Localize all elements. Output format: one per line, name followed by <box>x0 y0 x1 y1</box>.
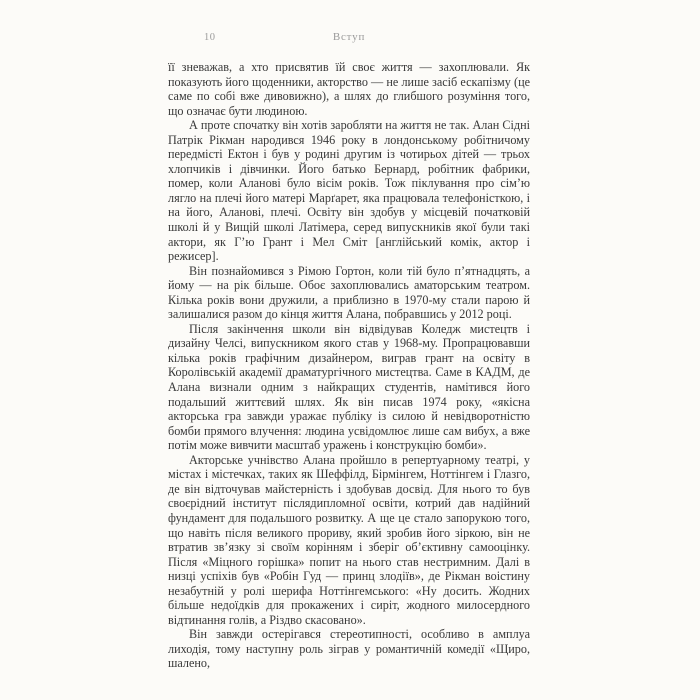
page-number: 10 <box>204 32 216 43</box>
paragraph: Після закінчення школи він відвідував Коледж мистецтв і дизайну Челсі, випускником якого став у 1968-му. Пропрацювавши кілька років графічним дизайнером, виграв грант на освіту в Королівській академії драматургічного мистецтва. Саме в КАДМ, де Алана визнали одним з найкращих студентів, намітився його подальший життєвий шлях. Як він писав 1974 року, «якісна акторська гра завжди уражає публіку із силою й невідворотністю бомби прямого влучення: людина усвідомлює лише сам вибух, а вже потім може вивчити масштаб уражень і конструкцію бомби». <box>168 321 530 453</box>
paragraph: Він познайомився з Рімою Гортон, коли тій було п’ятнадцять, а йому — на рік більше. Обоє захоплювались аматорським театром. Кілька років вони дружили, а приблизно в 1970-му стали парою й залишалися разом до кінця життя Алана, побравшись у 2012 році. <box>168 263 530 322</box>
running-head-title: Вступ <box>332 31 366 43</box>
body-text <box>168 60 530 671</box>
paragraph: Акторське учнівство Алана пройшло в репертуарному театрі, у містах і містечках, таких як Шеффілд, Бірмінгем, Ноттінгем і Глазго, де він відточував майстерність і здобував досвід. Для нього то був своєрідний інститут післядипломної освіти, котрий дав надійний фундамент для подальшого розвитку. А ще це стало запорукою того, що навіть після великого прориву, який зробив його зіркою, він не втратив зв’язку зі своїм корінням і зберіг об’єктивну самооцінку. Після «Міцного горішка» попит на нього став нестримним. Далі в низці успіхів був «Робін Гуд — принц злодіїв», де Рікман воістину незабутній у ролі шерифа Ноттінгемського: «Ну досить. Жодних більше недоїдків для прокажених і сиріт, жодного милосердного відтинання голів, а Різдво скасовано». <box>168 452 530 627</box>
running-header <box>168 31 530 46</box>
paragraph: А проте спочатку він хотів заробляти на життя не так. Алан Сідні Патрік Рікман народився 1946 року в лондонському робітничому передмісті Ектон і був у родині другим із чотирьох дітей — трьох хлопчиків і дівчинки. Його батько Бернард, робітник фабрики, помер, коли Аланові було вісім років. Тож піклування про сім’ю лягло на плечі його матері Марґарет, яка працювала телефоністкою, і на його, Аланові, плечі. Освіту він здобув у місцевій початковій школі й у Вищій школі Латімера, серед випускників якої були такі актори, як Г’ю Грант і Мел Сміт [англійський комік, актор і режисер]. <box>168 118 530 264</box>
paragraph: її зневажав, а хто присвятив їй своє життя — захоплювали. Як показують його щоденники, акторство — не лише засіб ескапізму (це саме по собі вже дивовижно), а шлях до глибшого розуміння того, що означає бути людиною. <box>168 60 530 118</box>
paragraph: Він завжди остерігався стереотипності, особливо в амплуа лиходія, тому наступну роль зіграв у романтичній комедії «Щиро, шалено, <box>168 627 530 671</box>
